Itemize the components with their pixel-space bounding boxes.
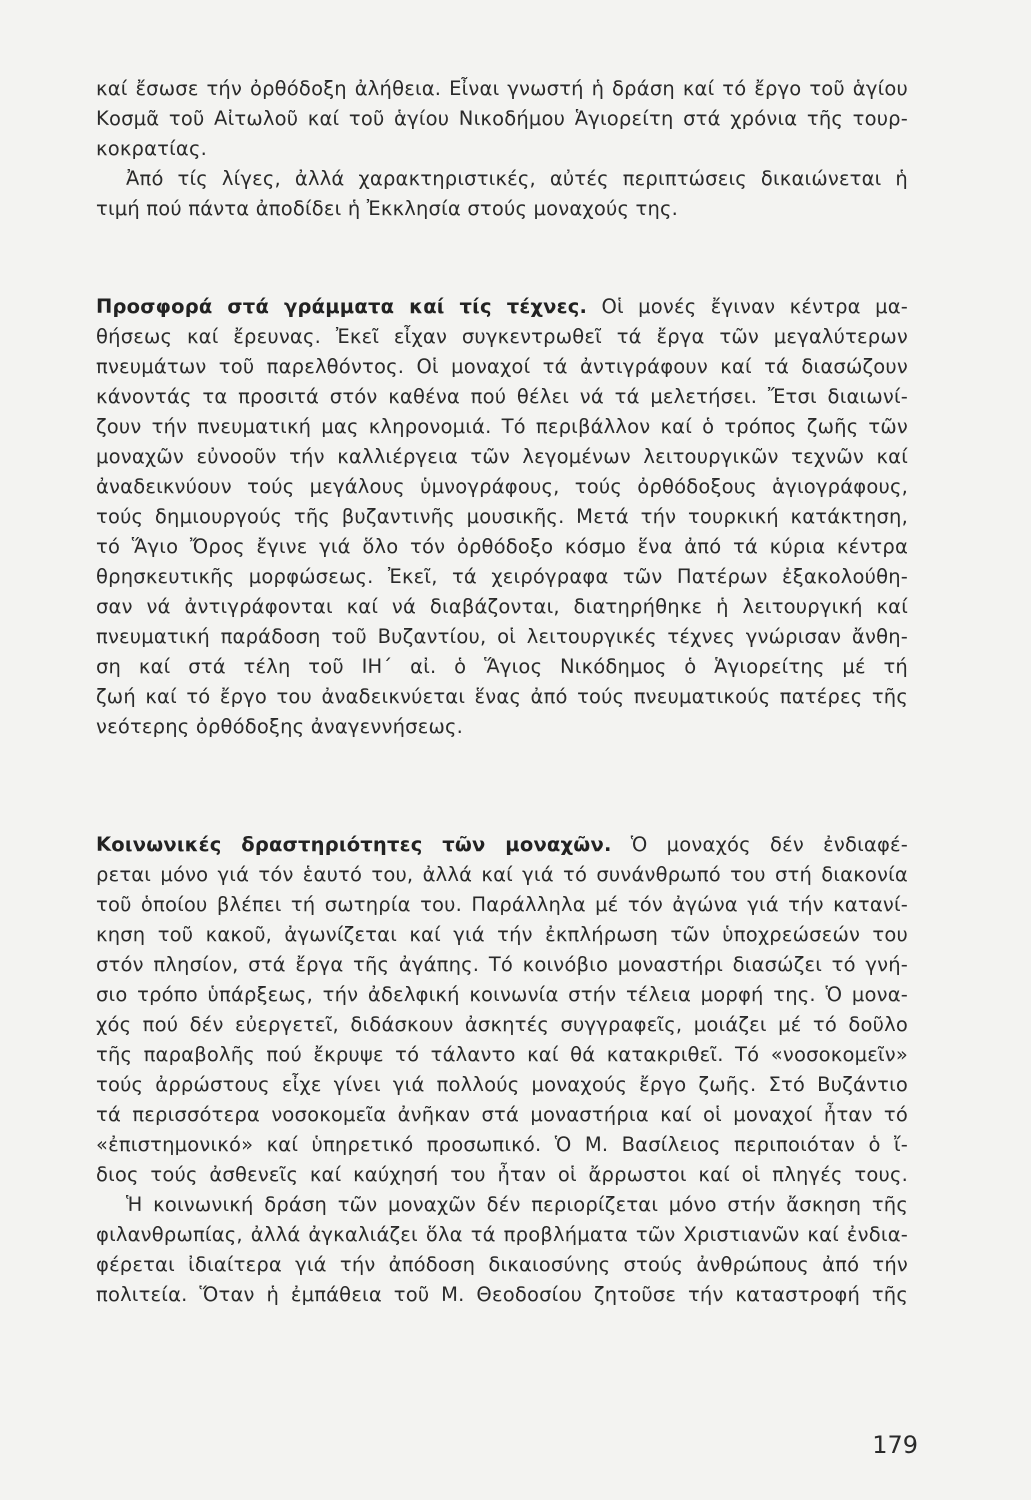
text-line: [96, 1010, 908, 1040]
line-text: τῆς παραβολῆς πού ἔκρυψε τό τάλαντο καί θά κατακριθεῖ. Τό «νοσοκομεῖν»: [96, 1043, 908, 1066]
line-text: «ἐπιστημονικό» καί ὑπηρετικό προσωπικό. Ὁ Μ. Βασίλειος περιποιόταν ὁ ἴ-: [96, 1133, 908, 1156]
line-text: Οἱ μονές ἔγιναν κέντρα μα-: [587, 295, 908, 318]
text-line: [96, 442, 908, 472]
line-text: φιλανθρωπίας, ἀλλά ἀγκαλιάζει ὅλα τά προβλήματα τῶν Χριστιανῶν καί ἐνδια-: [96, 1223, 908, 1246]
text-line: [96, 412, 908, 442]
text-line: [96, 980, 908, 1010]
text-line: [96, 1040, 908, 1070]
line-text: καί ἔσωσε τήν ὀρθόδοξη ἀλήθεια. Εἶναι γνωστή ἡ δράση καί τό ἔργο τοῦ ἁγίου: [96, 77, 908, 100]
text-line: [96, 194, 908, 224]
line-text: θρησκευτικῆς μορφώσεως. Ἐκεῖ, τά χειρόγραφα τῶν Πατέρων ἐξακολούθη-: [96, 565, 908, 588]
line-text: στόν πλησίον, στά ἔργα τῆς ἀγάπης. Τό κοινόβιο μοναστήρι διασώζει τό γνή-: [96, 953, 908, 976]
text-line: [96, 562, 908, 592]
text-line: [96, 920, 908, 950]
text-line: [96, 950, 908, 980]
text-line: [96, 322, 908, 352]
text-line: [96, 1220, 908, 1250]
text-line: [96, 622, 908, 652]
page-number: 179: [872, 1431, 918, 1459]
line-text: Ὁ μοναχός δέν ἐνδιαφέ-: [611, 833, 908, 856]
line-text: Κοσμᾶ τοῦ Αἰτωλοῦ καί τοῦ ἁγίου Νικοδήμου Ἁγιορείτη στά χρόνια τῆς τουρ-: [96, 107, 908, 130]
line-text: πολιτεία. Ὅταν ἡ ἐμπάθεια τοῦ Μ. Θεοδοσίου ζητοῦσε τήν καταστροφή τῆς: [96, 1283, 908, 1306]
line-text: θήσεως καί ἔρευνας. Ἐκεῖ εἶχαν συγκεντρωθεῖ τά ἔργα τῶν μεγαλύτερων: [96, 325, 908, 348]
line-text: ζουν τήν πνευματική μας κληρονομιά. Τό περιβάλλον καί ὁ τρόπος ζωῆς τῶν: [96, 415, 908, 438]
line-text: πνευμάτων τοῦ παρελθόντος. Οἱ μοναχοί τά ἀντιγράφουν καί τά διασώζουν: [96, 355, 908, 378]
line-text: τιμή πού πάντα ἀποδίδει ἡ Ἐκκλησία στούς μοναχούς της.: [96, 197, 679, 220]
text-line: [126, 1190, 908, 1220]
line-text: μοναχῶν εὐνοοῦν τήν καλλιέργεια τῶν λεγομένων λειτουργικῶν τεχνῶν καί: [96, 445, 908, 468]
text-line: [96, 352, 908, 382]
section-heading-line: [96, 292, 908, 322]
line-text: κοκρατίας.: [96, 137, 207, 160]
line-text: ζωή καί τό ἔργο του ἀναδεικνύεται ἕνας ἀπό τούς πνευματικούς πατέρες τῆς: [96, 685, 908, 708]
text-line: [96, 104, 908, 134]
text-line: [96, 1160, 908, 1190]
text-line: [96, 1100, 908, 1130]
text-line: [96, 682, 908, 712]
line-text: τοῦ ὁποίου βλέπει τή σωτηρία του. Παράλληλα μέ τόν ἀγώνα γιά τήν κατανί-: [96, 893, 908, 916]
line-text: σαν νά ἀντιγράφονται καί νά διαβάζονται, διατηρήθηκε ἡ λειτουργική καί: [96, 595, 908, 618]
line-text: τά περισσότερα νοσοκομεῖα ἀνῆκαν στά μοναστήρια καί οἱ μοναχοί ἦταν τό: [96, 1103, 908, 1126]
text-line: [96, 712, 908, 742]
text-line: [96, 382, 908, 412]
text-line: [96, 652, 908, 682]
line-text: νεότερης ὀρθόδοξης ἀναγεννήσεως.: [96, 715, 464, 738]
section-heading-line: [96, 830, 908, 860]
line-text: χός πού δέν εὐεργετεῖ, διδάσκουν ἀσκητές συγγραφεῖς, μοιάζει μέ τό δοῦλο: [96, 1013, 908, 1036]
line-text: τό Ἅγιο Ὄρος ἔγινε γιά ὅλο τόν ὀρθόδοξο κόσμο ἕνα ἀπό τά κύρια κέντρα: [96, 535, 908, 558]
line-text: φέρεται ἰδιαίτερα γιά τήν ἀπόδοση δικαιοσύνης στούς ἀνθρώπους ἀπό τήν: [96, 1253, 908, 1276]
line-text: Ἀπό τίς λίγες, ἀλλά χαρακτηριστικές, αὐτές περιπτώσεις δικαιώνεται ἡ: [126, 167, 908, 190]
text-line: [96, 860, 908, 890]
line-text: διος τούς ἀσθενεῖς καί καύχησή του ἦταν οἱ ἄρρωστοι καί οἱ πληγές τους.: [96, 1163, 908, 1186]
line-text: Ἡ κοινωνική δράση τῶν μοναχῶν δέν περιορίζεται μόνο στήν ἄσκηση τῆς: [126, 1193, 908, 1216]
text-line: [96, 1280, 908, 1310]
line-text: ση καί στά τέλη τοῦ ΙΗ΄ αἰ. ὁ Ἅγιος Νικόδημος ὁ Ἁγιορείτης μέ τή: [96, 655, 908, 678]
line-text: πνευματική παράδοση τοῦ Βυζαντίου, οἱ λειτουργικές τέχνες γνώρισαν ἄνθη-: [96, 625, 908, 648]
text-line: [96, 532, 908, 562]
text-line: [96, 592, 908, 622]
text-line: [96, 1250, 908, 1280]
text-line: [126, 164, 908, 194]
text-line: [96, 502, 908, 532]
section-heading: Προσφορά στά γράμματα καί τίς τέχνες.: [96, 295, 588, 318]
line-text: κηση τοῦ κακοῦ, ἀγωνίζεται καί γιά τήν ἐκπλήρωση τῶν ὑποχρεώσεών του: [96, 923, 908, 946]
text-line: [96, 1130, 908, 1160]
text-line: [96, 134, 908, 164]
line-text: τούς ἀρρώστους εἶχε γίνει γιά πολλούς μοναχούς ἔργο ζωῆς. Στό Βυζάντιο: [96, 1073, 908, 1096]
line-text: ρεται μόνο γιά τόν ἑαυτό του, ἀλλά καί γιά τό συνάνθρωπό του στή διακονία: [96, 863, 908, 886]
line-text: σιο τρόπο ὑπάρξεως, τήν ἀδελφική κοινωνία στήν τέλεια μορφή της. Ὁ μονα-: [96, 983, 908, 1006]
text-line: [96, 890, 908, 920]
line-text: κάνοντάς τα προσιτά στόν καθένα πού θέλει νά τά μελετήσει. Ἔτσι διαιωνί-: [96, 385, 908, 408]
text-line: [96, 1070, 908, 1100]
text-line: [96, 74, 908, 104]
section-heading: Κοινωνικές δραστηριότητες τῶν μοναχῶν.: [96, 833, 612, 856]
line-text: τούς δημιουργούς τῆς βυζαντινῆς μουσικῆς. Μετά τήν τουρκική κατάκτηση,: [96, 505, 908, 528]
text-line: [96, 472, 908, 502]
line-text: ἀναδεικνύουν τούς μεγάλους ὑμνογράφους, τούς ὀρθόδοξους ἁγιογράφους,: [96, 475, 908, 498]
